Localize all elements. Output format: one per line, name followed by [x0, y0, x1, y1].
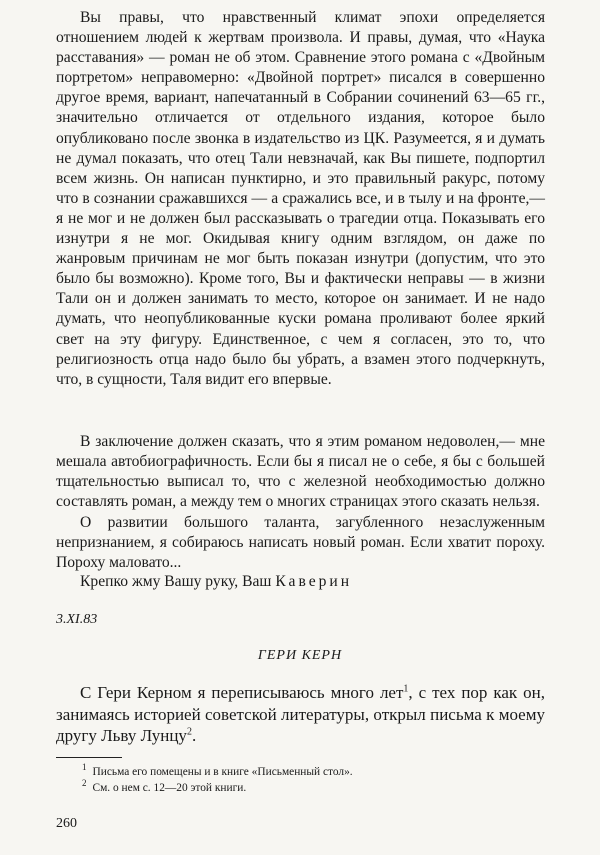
letter-body [56, 8, 545, 390]
footnote-1 [82, 762, 353, 779]
footnote-ref-2: 2 [186, 726, 192, 738]
paragraph-1: Вы правы, что нравственный климат эпохи определяется отношением людей к жертвам произвола. И правы, думая, что «Наука расставания» — роман не об этом. Сравнение этого романа с «Двойным портретом» неправомерно: «Двойной портрет» писался в совершенно другое время, вариант, напечатанный в Собрании сочинений 63—65 гг., значительно отличается от отдельного издания, которое было опубликовано после звонка в издательство из ЦК. Разумеется, я и думать не думал показать, что отец Тали невзначай, как Вы пишете, подпортил всем жизнь. Он написан пунктирно, и это правильный ракурс, потому что в сознании сражавшихся — а сражались все, и в тылу и на фронте,— я не мог и не должен был рассказывать о трагедии отца. Показывать его изнутри я не мог. Окидывая книгу одним взглядом, он даже по жанровым причинам не мог быть показан изнутри (допустим, что это было бы возможно). Кроме того, Вы и фактически неправы — в жизни Тали он и должен занимать то место, которое он занимает. И не надо думать, что неопубликованные куски романа проливают более яркий свет на эту фигуру. Единственное, с чем я согласен, это то, что религиозность отца надо было бы убрать, а взамен этого подчеркнуть, что, в сущности, Таля видит его впервые. [56, 9, 545, 388]
footnote-mark-2: 2 [82, 778, 87, 789]
footnote-text-2: См. о нем с. 12—20 этой книги. [92, 782, 247, 794]
footnote-text-1: Письма его помещены и в книге «Письменный стол». [92, 766, 353, 778]
letter-signature [80, 572, 352, 592]
section-intro [56, 682, 545, 747]
section-title: ГЕРИ КЕРН [257, 648, 343, 663]
page-number: 260 [56, 816, 77, 831]
paragraph-3: О развитии большого таланта, загубленного незаслуженным непризнанием, я собираюсь написать новый роман. Если хватит пороху. Пороху маловато... [56, 514, 545, 572]
letter-date: 3.XI.83 [56, 612, 98, 627]
section-paragraph [56, 682, 545, 747]
footnote-divider [56, 757, 122, 758]
closing-phrase: Крепко жму Вашу руку, Ваш [80, 573, 272, 590]
footnote-ref-1: 1 [403, 683, 409, 695]
section-text-part-2: , с тех пор как он, занимаясь историей советской литературы, открыл письма к моему другу Льву Лунцу [56, 683, 545, 745]
section-text-part-3: . [191, 726, 197, 745]
footnote-mark-1: 1 [82, 762, 87, 773]
author-name: Каверин [275, 573, 353, 590]
footnote-2 [82, 778, 247, 795]
letter-conclusion [56, 432, 545, 512]
letter-new-novel [56, 513, 545, 573]
section-text-part-1: С Гери Керном я переписываюсь много лет [80, 683, 404, 702]
paragraph-2: В заключение должен сказать, что я этим романом недоволен,— мне мешала автобиографичность. Если бы я писал не о себе, я бы с большей тщательностью выписал то, что с железной необходимостью должно составлять роман, а между тем о многих страницах этого сказать нельзя. [56, 433, 545, 511]
